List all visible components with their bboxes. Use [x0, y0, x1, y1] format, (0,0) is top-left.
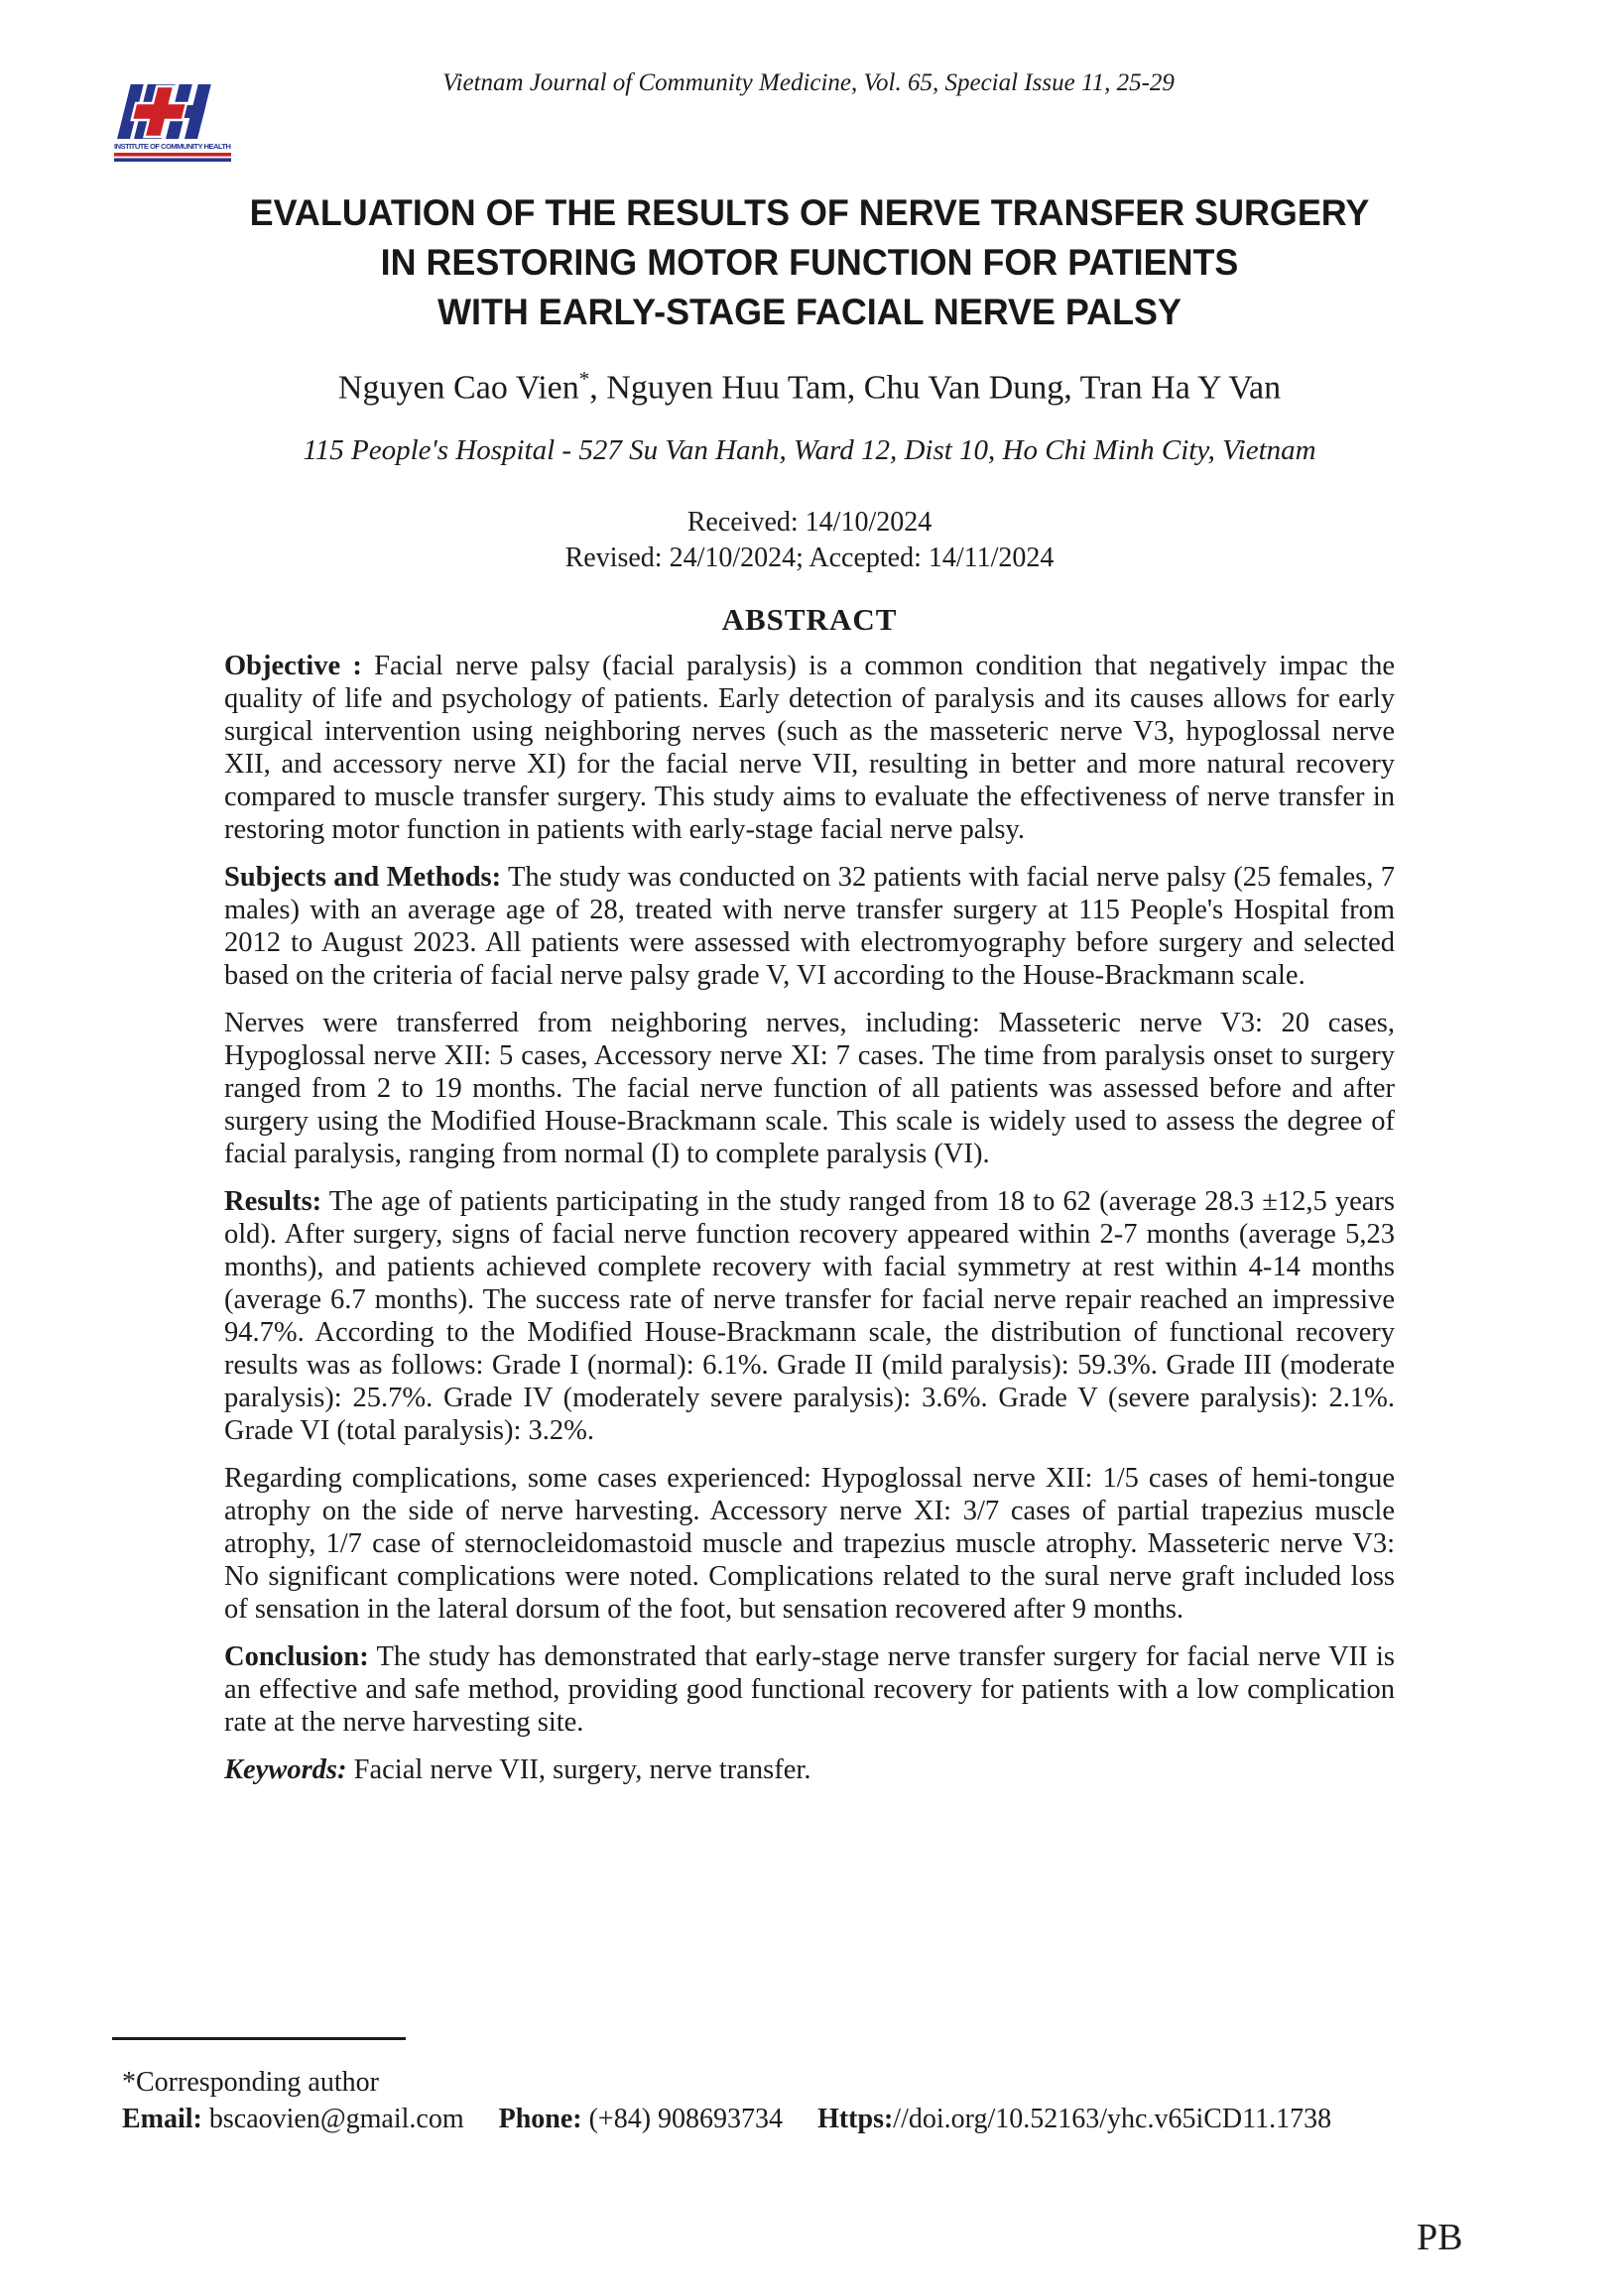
paragraph-objective: [224, 650, 1395, 846]
paragraph-nerves-transferred: [224, 1007, 1395, 1170]
paragraph-results: [224, 1185, 1395, 1447]
email-value: bscaovien@gmail.com: [201, 2104, 464, 2134]
email-item: [122, 2104, 464, 2134]
article-content: [224, 188, 1395, 1801]
title-line-3: WITH EARLY-STAGE FACIAL NERVE PALSY: [437, 292, 1182, 332]
results-text: The age of patients participating in the study ranged from 18 to 62 (average 28.3 ±12,5 years old). After surgery, signs of facial nerve function recovery appeared within 2-7 months (average 5,23 months), and patients achieved complete recovery with facial symmetry at rest within 4-14 months (average 6.7 months). The success rate of nerve transfer for facial nerve repair reached an impressive 94.7%. According to the Modified House-Brackmann scale, the distribution of functional recovery results was as follows: Grade I (normal): 6.1%. Grade II (mild paralysis): 59.3%. Grade III (moderate paralysis): 25.7%. Grade IV (moderately severe paralysis): 3.6%. Grade V (severe paralysis): 2.1%. Grade VI (total paralysis): 3.2%.: [224, 1186, 1395, 1447]
footnote-divider: [112, 2037, 406, 2040]
doi-value: //doi.org/10.52163/yhc.v65iCD11.1738: [893, 2104, 1332, 2134]
paragraph-complications: [224, 1462, 1395, 1626]
keywords-lead: Keywords:: [224, 1754, 347, 1786]
subjects-methods-lead: Subjects and Methods:: [224, 862, 502, 894]
dates-block: [224, 505, 1395, 576]
objective-text: Facial nerve palsy (facial paralysis) is a common condition that negatively impac the quality of life and psychology of patients. Early detection of paralysis and its causes allows for early surgical intervention using neighboring nerves (such as the masseteric nerve V3, hypoglossal nerve XII, and accessory nerve XI) for the facial nerve VII, resulting in better and more natural recovery compared to muscle transfer surgery. This study aims to evaluate the effectiveness of nerve transfer in restoring motor function in patients with early-stage facial nerve palsy.: [224, 651, 1396, 846]
logo-caption: INSTITUTE OF COMMUNITY HEALTH: [114, 142, 231, 151]
email-label: Email:: [122, 2104, 202, 2134]
title-line-1: EVALUATION OF THE RESULTS OF NERVE TRANSFER SURGERY: [249, 192, 1370, 233]
article-title: [224, 188, 1395, 337]
abstract-heading: ABSTRACT: [721, 602, 898, 638]
subjects-methods-text: The study was conducted on 32 patients with facial nerve palsy (25 females, 7 males) with an average age of 28, treated with nerve transfer surgery at 115 People's Hospital from 2012 to August 2023. All patients were assessed with electromyography before surgery and selected based on the criteria of facial nerve palsy grade V, VI according to the House-Brackmann scale.: [224, 862, 1395, 992]
results-lead: Results:: [224, 1186, 322, 1218]
phone-value: (+84) 908693734: [581, 2104, 784, 2134]
doi-item: [817, 2104, 1331, 2134]
paragraph-conclusion: [224, 1640, 1395, 1739]
keywords-text: Facial nerve VII, surgery, nerve transfer.: [346, 1754, 811, 1786]
paragraph-keywords: [224, 1753, 1395, 1786]
conclusion-text: The study has demonstrated that early-stage nerve transfer surgery for facial nerve VII is an effective and safe method, providing good functional recovery for patients with a low complication rate at the nerve harvesting site.: [224, 1641, 1395, 1739]
corresponding-author-asterisk: *: [578, 367, 590, 391]
journal-header-text: Vietnam Journal of Community Medicine, Vol. 65, Special Issue 11, 25-29: [442, 69, 1175, 96]
phone-label: Phone:: [498, 2104, 582, 2134]
phone-item: [499, 2104, 783, 2134]
objective-lead: Objective :: [224, 651, 362, 682]
title-line-2: IN RESTORING MOTOR FUNCTION FOR PATIENTS: [380, 242, 1239, 283]
ich-logo: [114, 83, 239, 171]
affiliation-line: 115 People's Hospital - 527 Su Van Hanh, Ward 12, Dist 10, Ho Chi Minh City, Vietnam: [303, 434, 1316, 467]
complications-text: Regarding complications, some cases experienced: Hypoglossal nerve XII: 1/5 cases of hemi-tongue atrophy on the side of nerve harvesting. Accessory nerve XI: 3/7 cases of partial trapezius muscle atrophy, 1/7 case of sternocleidomastoid muscle and trapezius muscle atrophy. Masseteric nerve V3: No significant complications were noted. Complications related to the sural nerve graft included loss of sensation in the lateral dorsum of the foot, but sensation recovered after 9 months.: [224, 1463, 1395, 1626]
revised-accepted-line: Revised: 24/10/2024; Accepted: 14/11/2024: [564, 543, 1055, 574]
ich-logo-icon: [114, 83, 239, 171]
contact-line: [122, 2104, 1359, 2135]
authors-line: [224, 367, 1395, 407]
paragraph-subjects-methods: [224, 861, 1395, 992]
author-first: Nguyen Cao Vien: [337, 369, 579, 407]
page-number: PB: [1417, 2217, 1463, 2258]
conclusion-lead: Conclusion:: [224, 1641, 369, 1673]
nerves-transferred-text: Nerves were transferred from neighboring nerves, including: Masseteric nerve V3: 20 cases, Hypoglossal nerve XII: 5 cases, Accessory nerve XI: 7 cases. The time from paralysis onset to surgery ranged from 2 to 19 months. The facial nerve function of all patients was assessed before and after surgery using the Modified House-Brackmann scale. This scale is widely used to assess the degree of facial paralysis, ranging from normal (I) to complete paralysis (VI).: [224, 1008, 1395, 1170]
received-line: Received: 14/10/2024: [686, 507, 933, 539]
corresponding-author-note: *Corresponding author: [122, 2067, 379, 2098]
doi-label: Https:: [817, 2104, 894, 2134]
authors-rest: , Nguyen Huu Tam, Chu Van Dung, Tran Ha Y Van: [589, 369, 1282, 407]
